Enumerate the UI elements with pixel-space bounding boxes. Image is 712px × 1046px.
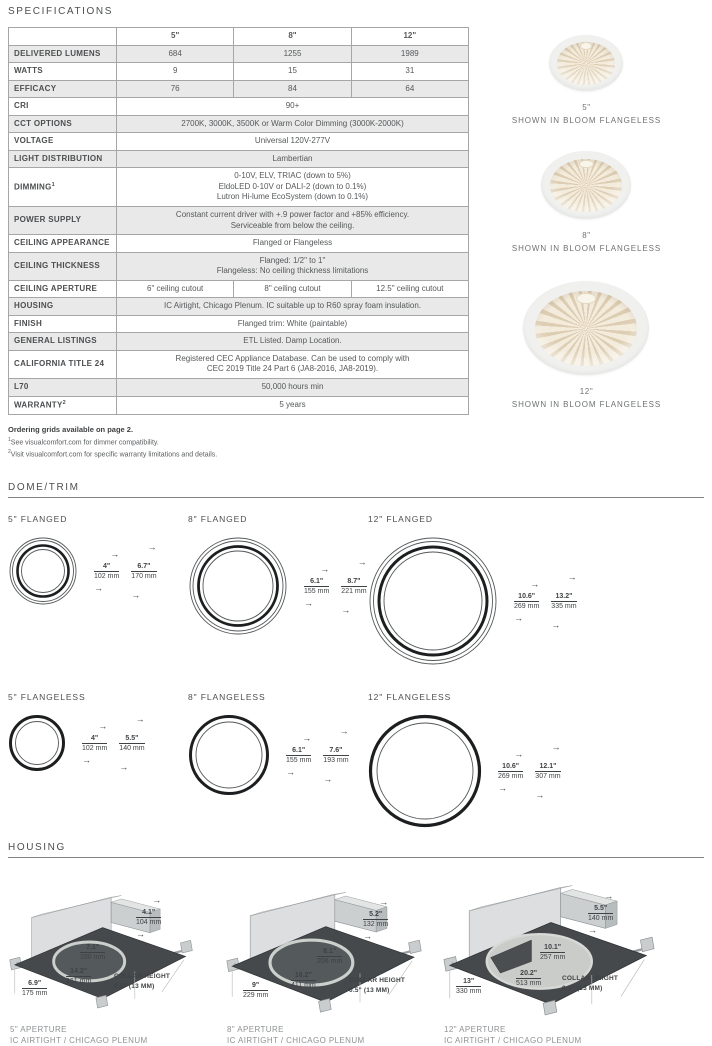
- specifications-section: [8, 6, 704, 458]
- dimension-arrow-icon: →: [567, 571, 577, 582]
- table-row-cri: CRI 90+: [9, 98, 469, 116]
- dimension-height: → 4.1" 104 mm →: [136, 895, 162, 940]
- spec-header-5in: 5": [117, 28, 234, 46]
- footnotes: [8, 425, 469, 459]
- table-row-housing: HOUSING IC Airtight, Chicago Plenum. IC suitable up to R60 spray foam insulation.: [9, 298, 469, 316]
- dimension-length: 16.2" 411 mm: [291, 972, 316, 990]
- spec-table: [8, 27, 469, 415]
- dimension-arrow-icon: →: [530, 578, 540, 589]
- dimension-arrow-icon: →: [119, 761, 129, 772]
- housing-diagram-8in: [225, 868, 442, 1046]
- collar-height-note: COLLAR HEIGHT 0.5" (13 MM): [562, 975, 619, 993]
- dimension-arrow-icon: →: [357, 556, 367, 567]
- table-row-finish: FINISH Flanged trim: White (paintable): [9, 315, 469, 333]
- dimension-inner: → 4" 102 mm →: [82, 720, 108, 765]
- dimension-arrow-icon: →: [110, 548, 120, 559]
- spec-table-header-row: [9, 28, 469, 46]
- dimension-arrow-icon: →: [498, 782, 507, 793]
- dimension-arrow-icon: →: [604, 891, 614, 902]
- dimension-inner: → 10.6" 269 mm →: [498, 748, 524, 793]
- dimension-depth: 13" 330 mm: [456, 978, 482, 996]
- housing-section: [8, 842, 704, 1046]
- dimension-aperture: 10.1" 257 mm: [540, 944, 566, 962]
- dimension-arrow-icon: →: [94, 582, 103, 593]
- table-row-general-listings: GENERAL LISTINGS ETL Listed. Damp Location.: [9, 333, 469, 351]
- dimension-arrow-icon: →: [136, 929, 145, 940]
- dimension-arrow-icon: →: [323, 773, 333, 784]
- dimension-outer: → 5.5" 140 mm →: [119, 713, 145, 772]
- table-row-ceiling-appearance: CEILING APPEARANCE Flanged or Flangeless: [9, 235, 469, 253]
- figure-size-label: 5": [582, 103, 591, 112]
- dimension-arrow-icon: →: [304, 597, 313, 608]
- dimension-inner: → 6.1" 155 mm →: [304, 563, 330, 608]
- dimension-inner: → 4" 102 mm →: [94, 548, 120, 593]
- trim-ring-image: [541, 151, 631, 219]
- figure-size-label: 8": [582, 231, 591, 240]
- housing-caption: 8" APERTURE IC AIRTIGHT / CHICAGO PLENUM: [227, 1024, 365, 1045]
- table-row-efficacy: EFFICACY 76 84 64: [9, 80, 469, 98]
- figure-caption: SHOWN IN BLOOM FLANGELESS: [511, 116, 662, 125]
- dimension-arrow-icon: →: [147, 541, 157, 552]
- dimension-arrow-icon: →: [514, 748, 524, 759]
- trim-circle-diagram: [188, 536, 288, 636]
- table-row-warranty: WARRANTY$^2$ 5 years: [9, 396, 469, 414]
- table-row-ceiling-aperture: CEILING APERTURE 6" ceiling cutout 8" ceiling cutout 12.5" ceiling cutout: [9, 280, 469, 298]
- dimension-arrow-icon: →: [514, 612, 523, 623]
- diagram-5in-flanged: 5" FLANGED → 4" 102 mm → → 6.7" 170 mm →: [8, 514, 188, 666]
- table-row-voltage: VOLTAGE Universal 120V-277V: [9, 133, 469, 151]
- table-row-california-title-24: CALIFORNIA TITLE 24 Registered CEC Appliance Database. Can be used to comply with CEC 2019 Title 24 Part 6 (JA8-2016, JA8-2019).: [9, 350, 469, 378]
- dimension-outer: → 7.6" 193 mm →: [323, 725, 349, 784]
- dimension-height: → 5.2" 132 mm →: [363, 897, 389, 942]
- section-divider: [8, 857, 704, 858]
- dome-trim-title: DOME/TRIM: [8, 482, 80, 494]
- dimension-arrow-icon: →: [135, 713, 145, 724]
- dimension-depth: 9" 229 mm: [243, 982, 269, 1000]
- spec-header-12in: 12": [351, 28, 468, 46]
- dimension-arrow-icon: →: [535, 789, 545, 800]
- figure-caption: SHOWN IN BLOOM FLANGELESS: [511, 400, 662, 409]
- dimension-outer: → 12.1" 307 mm →: [535, 741, 561, 800]
- housing-caption: 12" APERTURE IC AIRTIGHT / CHICAGO PLENUM: [444, 1024, 582, 1045]
- diagram-8in-flangeless: 8" FLANGELESS → 6.1" 155 mm → → 7.6" 193 mm →: [188, 692, 368, 828]
- dimension-depth: 6.9" 175 mm: [22, 980, 48, 998]
- dimension-outer: → 8.7" 221 mm →: [341, 556, 367, 615]
- product-image-column: [469, 27, 704, 458]
- dimension-arrow-icon: →: [339, 725, 349, 736]
- dimension-outer: → 13.2" 335 mm →: [551, 571, 577, 630]
- table-row-watts: WATTS 9 15 31: [9, 63, 469, 81]
- diagram-12in-flangeless: 12" FLANGELESS → 10.6" 269 mm → → 12.1" 307 mm →: [368, 692, 561, 828]
- dimension-outer: → 6.7" 170 mm →: [131, 541, 157, 600]
- trim-circle-diagram: [368, 536, 498, 666]
- dimension-length: 14.2" 361 mm: [66, 968, 92, 986]
- dome-trim-section: [8, 482, 704, 828]
- dimension-arrow-icon: →: [363, 931, 372, 942]
- diagram-12in-flanged: 12" FLANGED → 10.6" 269 mm → → 13.2" 335 mm →: [368, 514, 577, 666]
- table-row-ceiling-thickness: CEILING THICKNESS Flanged: 1/2" to 1" Flangeless: No ceiling thickness limitations: [9, 252, 469, 280]
- dimension-length: 20.2" 513 mm: [516, 970, 542, 988]
- dimension-arrow-icon: →: [131, 589, 141, 600]
- table-row-dimming: DIMMING$^1$ 0-10V, ELV, TRIAC (down to 5%) EldoLED 0-10V or DALI-2 (down to 0.1%) Lutron Hi-lume EcoSystem (down to 0.1%): [9, 168, 469, 207]
- product-figure-5in: [512, 35, 661, 125]
- diagram-5in-flangeless: 5" FLANGELESS → 4" 102 mm → → 5.5" 140 mm →: [8, 692, 145, 772]
- figure-caption: SHOWN IN BLOOM FLANGELESS: [511, 244, 662, 253]
- dimension-arrow-icon: →: [379, 897, 389, 908]
- bloom-dome-image: [535, 291, 637, 366]
- dimension-arrow-icon: →: [98, 720, 108, 731]
- spec-header-8in: 8": [234, 28, 351, 46]
- dimension-arrow-icon: →: [551, 741, 561, 752]
- trim-circle-diagram: [8, 714, 66, 772]
- trim-ring-image: [523, 281, 649, 375]
- dimension-height: → 5.5" 140 mm →: [588, 891, 614, 936]
- bloom-dome-image: [557, 42, 615, 85]
- product-figure-12in: [512, 281, 661, 409]
- section-divider: [8, 497, 704, 498]
- dimension-aperture: 7.1" 180 mm: [80, 944, 106, 962]
- table-row-l70: L70 50,000 hours min: [9, 379, 469, 397]
- housing-title: HOUSING: [8, 842, 66, 854]
- spec-header-empty-cell: [9, 28, 117, 46]
- diagram-8in-flanged: 8" FLANGED → 6.1" 155 mm → → 8.7" 221 mm →: [188, 514, 368, 666]
- collar-height-note: COLLAR HEIGHT 0.5" (13 MM): [349, 977, 406, 995]
- bloom-dome-image: [550, 159, 622, 212]
- trim-circle-diagram: [8, 536, 78, 606]
- footnote-ordering-grids: Ordering grids available on page 2.: [8, 424, 134, 434]
- dimension-arrow-icon: →: [286, 766, 295, 777]
- housing-diagram-12in: [442, 868, 659, 1046]
- trim-circle-diagram: [368, 714, 482, 828]
- trim-circle-diagram: [188, 714, 270, 796]
- specifications-title: SPECIFICATIONS: [8, 6, 114, 17]
- dimension-inner: → 10.6" 269 mm →: [514, 578, 540, 623]
- housing-diagram-5in: [8, 868, 225, 1046]
- dimension-inner: → 6.1" 155 mm →: [286, 732, 312, 777]
- dimension-arrow-icon: →: [588, 925, 597, 936]
- collar-height-note: COLLAR HEIGHT 0.5" (13 MM): [114, 973, 171, 991]
- dimension-arrow-icon: →: [551, 619, 561, 630]
- dimension-arrow-icon: →: [152, 895, 162, 906]
- product-figure-8in: [512, 151, 661, 253]
- dimension-arrow-icon: →: [341, 604, 351, 615]
- dimension-aperture: 8.1" 206 mm: [317, 948, 343, 966]
- table-row-delivered-lumens: DELIVERED LUMENS 684 1255 1989: [9, 45, 469, 63]
- footnote-1: $^1$See visualcomfort.com for dimmer compatibility.: [8, 436, 159, 447]
- figure-size-label: 12": [579, 387, 594, 396]
- dimension-arrow-icon: →: [82, 754, 91, 765]
- table-row-power-supply: POWER SUPPLY Constant current driver with +.9 power factor and +85% efficiency. Serviceable from below the ceiling.: [9, 207, 469, 235]
- housing-caption: 5" APERTURE IC AIRTIGHT / CHICAGO PLENUM: [10, 1024, 148, 1045]
- trim-ring-image: [549, 35, 623, 91]
- dimension-arrow-icon: →: [302, 732, 312, 743]
- table-row-light-distribution: LIGHT DISTRIBUTION Lambertian: [9, 150, 469, 168]
- table-row-cct-options: CCT OPTIONS 2700K, 3000K, 3500K or Warm Color Dimming (3000K-2000K): [9, 115, 469, 133]
- dimension-arrow-icon: →: [320, 563, 330, 574]
- footnote-2: $^2$Visit visualcomfort.com for specific warranty limitations and details.: [8, 449, 218, 459]
